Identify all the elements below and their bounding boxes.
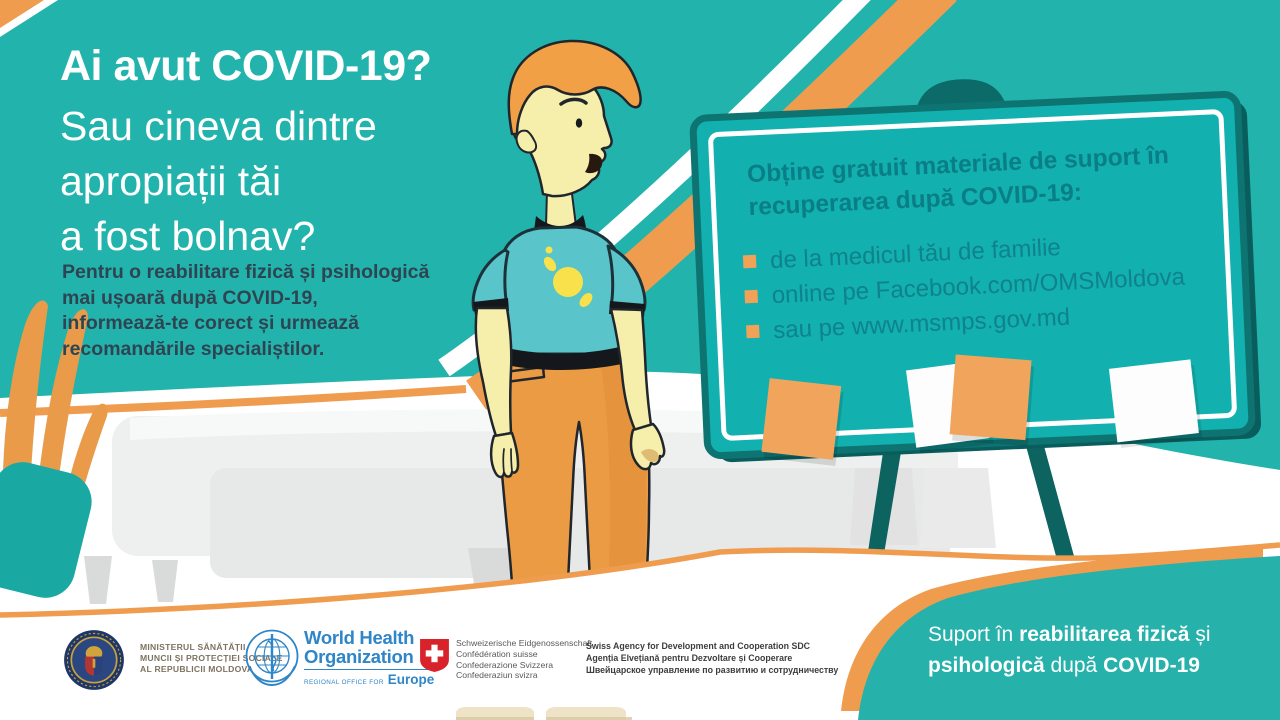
board-heading-line: recuperarea după COVID-19: [748, 178, 1083, 222]
subtitle-line: apropiații tăi [60, 158, 282, 204]
bullet-square-icon [743, 255, 757, 269]
bullet-text: sau pe www.msmps.gov.md [772, 303, 1071, 345]
bullet-square-icon [744, 290, 758, 304]
board-bullet-list [742, 222, 1247, 350]
intro-paragraph [62, 260, 429, 362]
whiteboard-text [693, 94, 1253, 456]
subtitle-line: Sau cineva dintre [60, 103, 377, 149]
intro-line: recomandările specialiștilor. [62, 337, 325, 360]
board-heading-line: Obține gratuit materiale de suport în [746, 141, 1170, 189]
page-title: Ai avut COVID-19? [60, 42, 432, 90]
swiss-flag-icon [419, 638, 450, 673]
intro-line: informează-te corect și urmează [62, 312, 359, 334]
banner-line: Suport în reabilitarea fizică și [928, 623, 1211, 646]
right-hand [631, 424, 664, 469]
swiss-confederation-text: Schweizerische Eidgenossenschaft Confédération suisse Confederazione Svizzera Confederaziun svizra [456, 638, 593, 681]
intro-line: mai ușoară după COVID-19, [62, 286, 318, 309]
intro-line: Pentru o reabilitare fizică și psihologică [62, 261, 430, 283]
banner-line: psihologică după COVID-19 [928, 654, 1200, 677]
bullet-text: de la medicul tău de familie [769, 233, 1062, 275]
moldova-coat-of-arms-icon [63, 629, 125, 691]
who-emblem-icon [244, 628, 300, 688]
sdc-agency-text: Swiss Agency for Development and Cooperation SDC Agenția Elvețiană pentru Dezvoltare și Cooperare Швейцарское управление по развитию и сотрудничеству [586, 641, 839, 676]
subtitle-line: a fost bolnav? [60, 213, 316, 259]
eye [576, 118, 582, 127]
footer-logos [0, 600, 1280, 720]
headline-block [60, 42, 431, 264]
bullet-text: online pe Facebook.com/OMSMoldova [771, 263, 1186, 310]
who-rule [304, 669, 430, 670]
who-logo-text: World Health Organization REGIONAL OFFICE FOR Europe [304, 627, 435, 687]
bullet-square-icon [746, 325, 760, 339]
ministry-name: MINISTERUL SĂNĂTĂȚII, MUNCII ȘI PROTECȚIEI SOCIALE AL REPUBLICII MOLDOVA [140, 642, 283, 674]
